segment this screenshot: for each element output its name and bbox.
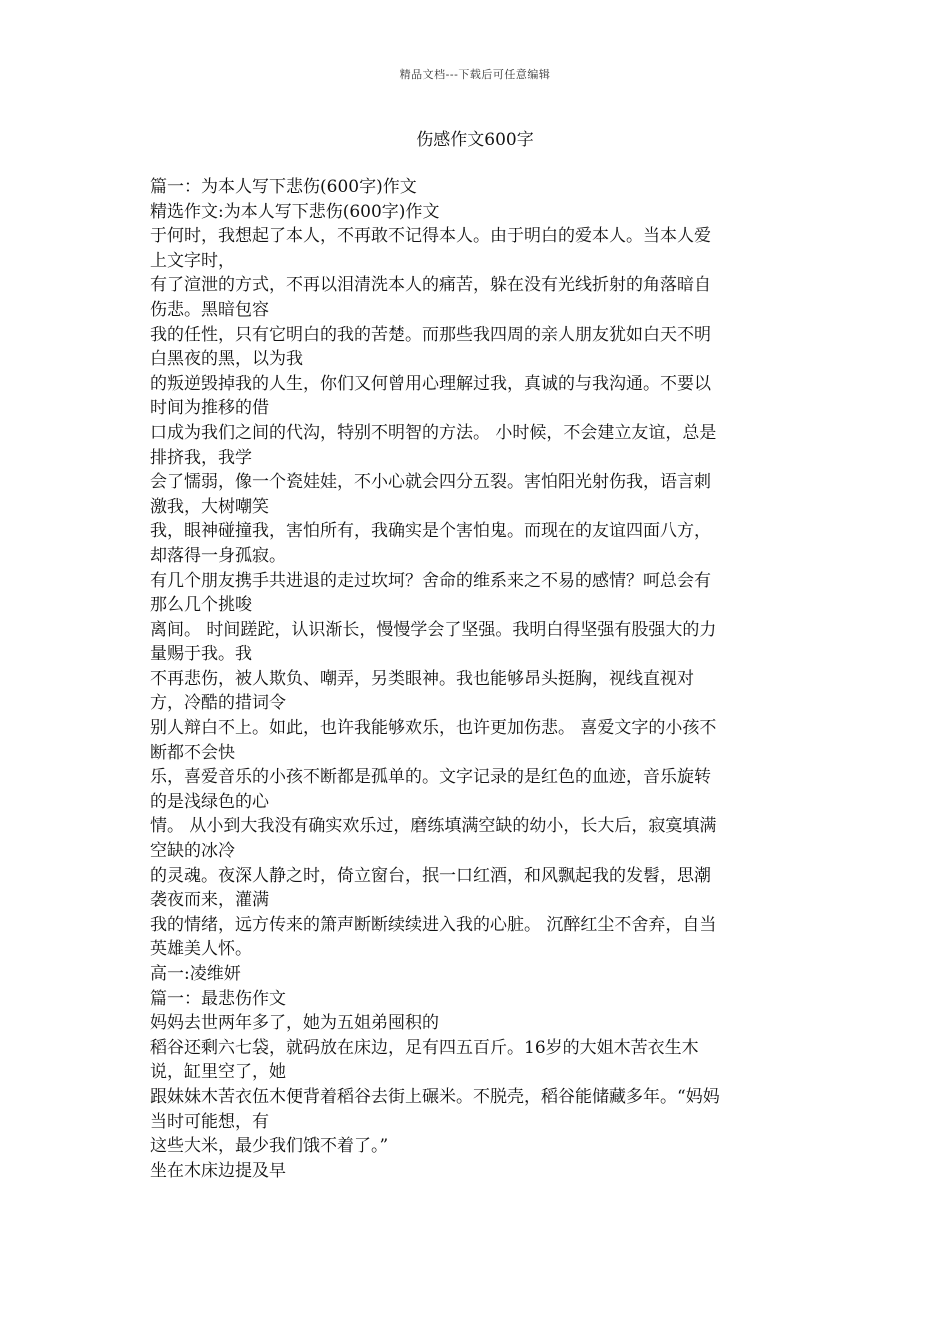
body-line: 于何时，我想起了本人，不再敢不记得本人。由于明白的爱本人。当本人爱 (150, 226, 711, 247)
body-line: 妈妈去世两年多了，她为五姐弟囤积的 (150, 1013, 439, 1034)
body-line: 激我，大树嘲笑 (150, 496, 269, 517)
body-line: 量赐于我。我 (150, 644, 252, 665)
document-body (150, 175, 798, 1183)
body-line: 当时可能想，有 (150, 1111, 269, 1132)
body-line: 跟妹妹木苦衣伍木便背着稻谷去街上碾米。不脱壳，稻谷能储藏多年。“妈妈 (150, 1086, 720, 1107)
body-line: 稻谷还剩六七袋，就码放在床边，足有四五百斤。16岁的大姐木苦衣生木 (150, 1037, 699, 1058)
body-line: 有了渲泄的方式，不再以泪清洗本人的痛苦，躲在没有光线折射的角落暗自 (150, 275, 711, 296)
body-line: 我的任性，只有它明白的我的苦楚。而那些我四周的亲人朋友犹如白天不明 (150, 324, 711, 345)
body-line: 时间为推移的借 (150, 398, 269, 419)
body-line: 不再悲伤，被人欺负、嘲弄，另类眼神。我也能够昂头挺胸，视线直视对 (150, 668, 694, 689)
body-line: 的叛逆毁掉我的人生，你们又何曾用心理解过我，真诚的与我沟通。不要以 (150, 373, 711, 394)
document-title: 伤感作文600字 (416, 130, 534, 150)
body-line: 却落得一身孤寂。 (150, 545, 286, 566)
body-line: 的是浅绿色的心 (150, 791, 269, 812)
body-line: 方，冷酷的措词令 (150, 693, 286, 714)
body-line: 伤悲。黑暗包容 (150, 299, 269, 320)
body-line: 排挤我，我学 (150, 447, 252, 468)
body-line: 情。 从小到大我没有确实欢乐过，磨练填满空缺的幼小，长大后，寂寞填满 (150, 816, 717, 837)
body-line: 口成为我们之间的代沟，特别不明智的方法。 小时候，不会建立友谊，总是 (150, 422, 717, 443)
body-line: 这些大米，最少我们饿不着了。” (150, 1136, 389, 1157)
body-line: 篇一：最悲伤作文 (150, 988, 286, 1009)
body-line: 那么几个挑唆 (150, 595, 252, 616)
body-line: 上文字时， (150, 250, 235, 271)
body-line: 我的情绪，远方传来的箫声断断续续进入我的心脏。 沉醉红尘不舍弃，自当 (150, 914, 717, 935)
body-line: 说，缸里空了，她 (150, 1062, 286, 1083)
page-header: 精品文档---下载后可任意编辑 (399, 68, 551, 81)
body-line: 精选作文:为本人写下悲伤(600字)作文 (150, 201, 440, 222)
body-line: 乐，喜爱音乐的小孩不断都是孤单的。文字记录的是红色的血迹，音乐旋转 (150, 767, 711, 788)
body-line: 袭夜而来，灌满 (150, 890, 269, 911)
body-line: 断都不会快 (150, 742, 235, 763)
body-line: 篇一：为本人写下悲伤(600字)作文 (150, 177, 417, 197)
body-line: 会了懦弱，像一个瓷娃娃，不小心就会四分五裂。害怕阳光射伤我，语言刺 (150, 472, 711, 493)
body-line: 空缺的冰冷 (150, 841, 235, 862)
body-line: 的灵魂。夜深人静之时，倚立窗台，抿一口红酒，和风飘起我的发髫，思潮 (150, 865, 711, 886)
body-line: 白黑夜的黑，以为我 (150, 349, 303, 370)
body-line: 有几个朋友携手共进退的走过坎坷？舍命的维系来之不易的感情？呵总会有 (150, 570, 711, 591)
body-line: 离间。 时间蹉跎，认识渐长，慢慢学会了坚强。我明白得坚强有股强大的力 (150, 619, 717, 640)
body-line: 高一:凌维妍 (150, 964, 241, 984)
body-line: 英雄美人怀。 (150, 939, 252, 960)
body-line: 坐在木床边提及早 (150, 1160, 286, 1181)
body-line: 别人辩白不上。如此，也许我能够欢乐，也许更加伤悲。 喜爱文字的小孩不 (150, 718, 717, 739)
body-line: 我，眼神碰撞我，害怕所有，我确实是个害怕鬼。而现在的友谊四面八方， (150, 521, 711, 542)
